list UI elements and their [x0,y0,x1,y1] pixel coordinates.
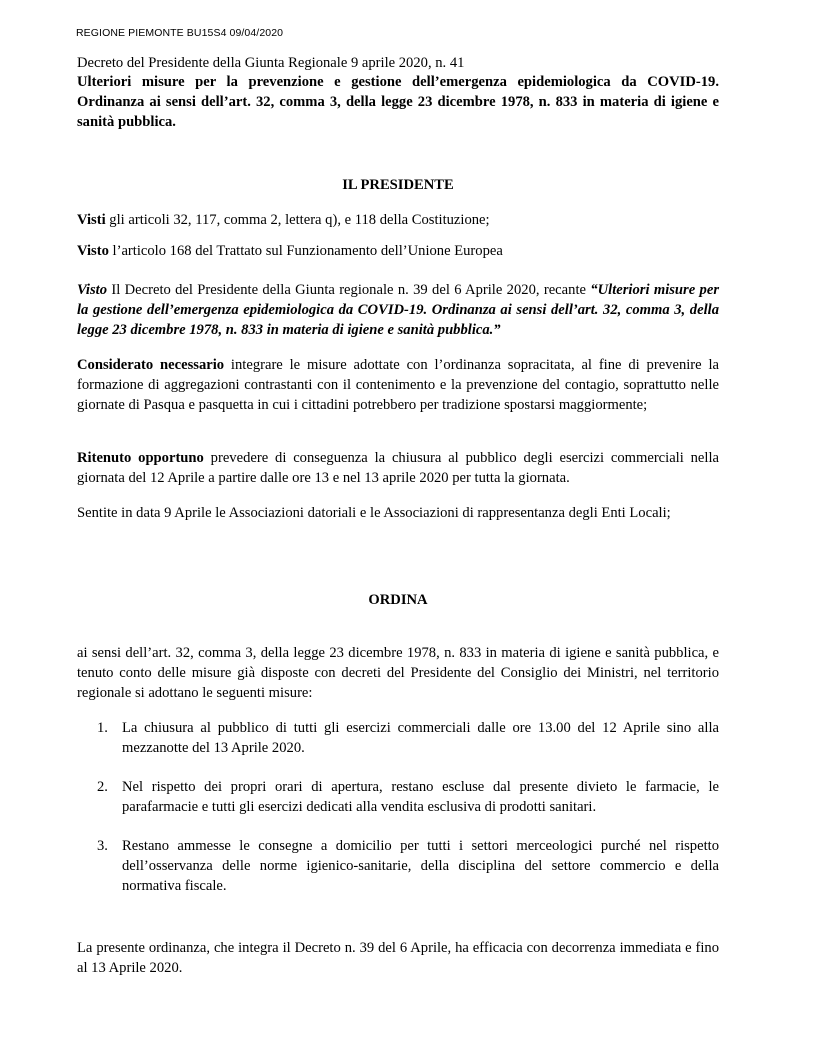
list-text: La chiusura al pubblico di tutti gli esercizi commerciali dalle ore 13.00 del 12 Aprile sino alla mezzanotte del 13 Aprile 2020. [122,720,719,756]
list-number: 3. [97,838,108,854]
decree-subject: Ulteriori misure per la prevenzione e gestione dell’emergenza epidemiologica da COVID-19. Ordinanza ai sensi dell’art. 32, comma 3, della legge 23 dicembre 1978, n. 833 in materia di igiene e sanità pubblica. [77,74,719,130]
premise-lead: Visti [77,212,106,228]
premise-text: l’articolo 168 del Trattato sul Funzionamento dell’Unione Europea [108,243,503,259]
ordina-intro: ai sensi dell’art. 32, comma 3, della legge 23 dicembre 1978, n. 833 in materia di igiene e sanità pubblica, e tenuto conto delle misure già disposte con decreti del Presidente del Consiglio dei Ministri, nel territorio regionale si adottano le seguenti misure: [77,645,719,701]
premise-text: Il Decreto del Presidente della Giunta regionale n. 39 del 6 Aprile 2020, recante [107,282,591,298]
closing-paragraph: La presente ordinanza, che integra il Decreto n. 39 del 6 Aprile, ha efficacia con decorrenza immediata e fino al 13 Aprile 2020. [77,940,719,976]
premise-visto-decreto [77,280,719,340]
president-heading: IL PRESIDENTE [342,177,454,193]
premise-quote: “Ulteriori misure per la gestione dell’emergenza epidemiologica da COVID-19. Ordinanza ai sensi dell’art. 32, comma 3, della legge 23 dicembre 1978, n. 833 in materia di igiene e sanità pubblica.” [77,282,719,338]
premise-visti-costituzione [77,210,719,230]
premise-lead: Considerato necessario [77,357,225,373]
list-text: Restano ammesse le consegne a domicilio per tutti i settori merceologici purché nel rispetto dell’osservanza delle norme igienico-sanitarie, della disciplina del settore commercio e della normativa fiscale. [122,838,719,894]
list-number: 1. [97,720,108,736]
premise-lead: Visto [77,282,108,298]
premise-lead: Ritenuto opportuno [77,450,204,466]
premise-text: gli articoli 32, 117, comma 2, lettera q), e 118 della Costituzione; [105,212,490,228]
premise-sentite: Sentite in data 9 Aprile le Associazioni datoriali e le Associazioni di rappresentanza degli Enti Locali; [77,505,671,521]
ordina-heading: ORDINA [368,592,428,608]
decree-title: Decreto del Presidente della Giunta Regionale 9 aprile 2020, n. 41 [77,55,465,71]
list-text: Nel rispetto dei propri orari di apertura, restano escluse dal presente divieto le farmacie, le parafarmacie e tutti gli esercizi dedicati alla vendita esclusiva di prodotti sanitari. [122,779,719,815]
premise-considerato [77,355,719,415]
premise-ritenuto [77,448,719,488]
bulletin-header: REGIONE PIEMONTE BU15S4 09/04/2020 [76,27,284,39]
premise-text: integrare le misure adottate con l’ordinanza sopracitata, al fine di prevenire la formazione di aggregazioni contrastanti con il contenimento e la prevenzione del contagio, soprattutto nelle giornate di Pasqua e pasquetta in cui i cittadini potrebbero per tradizione spostarsi maggiormente; [77,357,719,413]
premise-text: prevedere di conseguenza la chiusura al pubblico degli esercizi commerciali nella giornata del 12 Aprile a partire dalle ore 13 e nel 13 aprile 2020 per tutta la giornata. [77,450,719,486]
premise-visto-trattato [77,241,719,261]
list-number: 2. [97,779,108,795]
premise-lead: Visto [77,243,109,259]
